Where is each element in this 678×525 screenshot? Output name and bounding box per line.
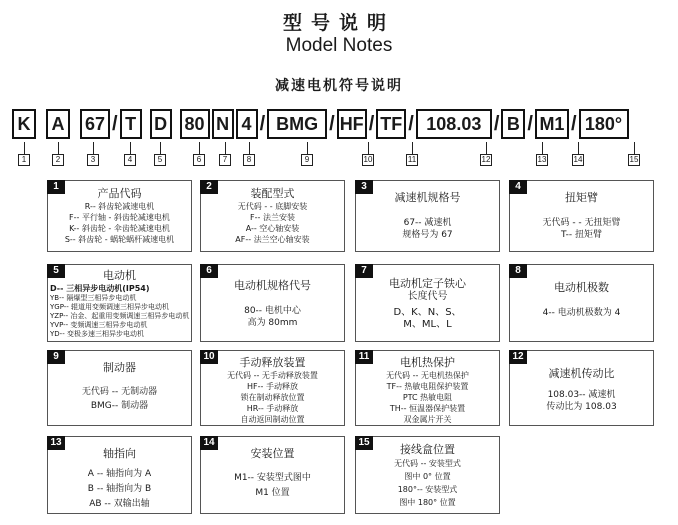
code-separator: / [493, 112, 500, 135]
card-title: 装配型式 [250, 187, 295, 200]
card-line: R-- 斜齿轮减速电机 [84, 202, 155, 211]
card-line: YZP-- 冶金、起重用变频调速三相异步电动机 [50, 312, 190, 320]
card-title: 电动机 [103, 269, 136, 282]
card-title: 安装位置 [250, 447, 295, 460]
note-card-5 [47, 264, 192, 342]
code-part-13: B [501, 109, 525, 139]
code-part-5: D [150, 109, 172, 139]
index-label-3: 3 [87, 154, 99, 166]
card-line: HF-- 手动释放 [247, 382, 298, 391]
note-card-14 [200, 436, 345, 514]
card-line: AB -- 双输出轴 [89, 499, 150, 509]
code-separator: / [259, 112, 266, 135]
code-part-12: 108.03 [416, 109, 492, 139]
index-label-12: 12 [481, 155, 491, 164]
code-part-8: 4 [236, 109, 258, 139]
index-label-7: 7 [219, 154, 231, 166]
card-line: BMG-- 制动器 [90, 401, 149, 411]
card-line: 无代码 - - 底脚安装 [237, 202, 308, 211]
card-number: 13 [47, 436, 65, 450]
code-separator: / [527, 112, 533, 135]
card-line: 4-- 电动机极数为 4 [542, 308, 621, 318]
card-number: 11 [355, 350, 373, 364]
card-title: 电动机定子铁心 [389, 277, 466, 290]
note-card-3 [355, 180, 500, 252]
card-line: YB-- 隔爆型三相异步电动机 [50, 294, 137, 302]
card-line: M1 位置 [255, 488, 290, 498]
index-tick [130, 142, 131, 154]
index-label-5: 5 [154, 154, 166, 166]
index-label-9: 9 [301, 154, 313, 166]
card-title: 电动机规格代号 [234, 279, 311, 292]
card-number: 9 [47, 350, 65, 364]
index-tick [578, 142, 579, 154]
card-line: D-- 三相异步电动机(IP54) [50, 284, 150, 293]
index-tick [634, 142, 635, 154]
card-title: 接线盒位置 [400, 443, 455, 456]
index-tick [225, 142, 226, 154]
card-line: 无代码 -- 安装型式 [394, 459, 461, 468]
card-number: 5 [47, 264, 65, 278]
card-number: 10 [200, 350, 218, 364]
card-number: 7 [355, 264, 373, 278]
note-card-12 [509, 350, 654, 426]
index-tick [368, 142, 369, 154]
card-line: T-- 扭矩臂 [560, 230, 603, 240]
card-line: 图中 180° 位置 [399, 498, 456, 507]
card-line: F-- 平行轴 - 斜齿轮减速电机 [69, 213, 170, 222]
card-title: 手动释放装置 [239, 356, 306, 369]
card-line: K-- 斜齿轮 - 伞齿轮减速电机 [69, 224, 170, 233]
index-tick [249, 142, 250, 154]
note-card-1 [47, 180, 192, 252]
card-line: 无代码 -- 无手动释放装置 [227, 371, 318, 380]
card-number: 1 [47, 180, 65, 194]
note-card-15 [355, 436, 500, 514]
code-part-3: 67 [80, 109, 110, 139]
index-tick [24, 142, 25, 154]
card-line: B -- 轴指向为 B [87, 484, 152, 494]
note-card-9 [47, 350, 192, 426]
card-line: 长度代号 [407, 291, 448, 302]
card-line: TH-- 恒温器保护装置 [389, 404, 466, 413]
note-card-6 [200, 264, 345, 342]
card-title: 制动器 [103, 361, 136, 374]
card-number: 6 [200, 264, 218, 278]
card-line: 图中 0° 位置 [404, 472, 451, 481]
code-part-4: T [120, 109, 142, 139]
card-title: 电机热保护 [400, 356, 455, 369]
card-line: 80-- 电机中心 [244, 306, 301, 316]
card-number: 12 [509, 350, 527, 364]
code-part-6: 80 [180, 109, 210, 139]
card-title: 轴指向 [103, 447, 136, 460]
index-tick [486, 142, 487, 154]
card-number: 15 [355, 436, 373, 450]
index-tick [307, 142, 308, 154]
code-part-2: A [46, 109, 70, 139]
code-part-1: K [12, 109, 36, 139]
index-label-10: 10 [363, 155, 373, 164]
card-line: YVP-- 变频调速三相异步电动机 [50, 321, 148, 329]
note-card-8 [509, 264, 654, 342]
card-line: PTC 热敏电阻 [402, 393, 453, 402]
index-tick [199, 142, 200, 154]
note-card-7 [355, 264, 500, 342]
index-tick [58, 142, 59, 154]
card-line: 67-- 减速机 [403, 218, 452, 228]
index-label-8: 8 [243, 154, 255, 166]
code-part-9: BMG [267, 109, 327, 139]
card-line: 无代码 -- 无制动器 [81, 387, 158, 397]
note-card-4 [509, 180, 654, 252]
card-number: 4 [509, 180, 527, 194]
code-separator: / [112, 112, 118, 135]
card-line: TF-- 热敏电阻保护装置 [386, 382, 469, 391]
card-line: F-- 法兰安装 [250, 213, 295, 222]
card-line: M、ML、L [403, 319, 452, 330]
card-line: 180°-- 安装型式 [397, 485, 458, 494]
code-part-11: TF [376, 109, 406, 139]
code-separator: / [408, 112, 414, 135]
page-title-en: Model Notes [285, 35, 393, 56]
card-line: AF-- 法兰空心轴安装 [235, 235, 310, 244]
index-label-13: 13 [537, 155, 547, 164]
page-title-cn: 型号说明 [282, 12, 395, 34]
card-line: YGP-- 辊道用变频调速三相异步电动机 [50, 303, 170, 311]
index-label-14: 14 [573, 155, 583, 164]
index-label-2: 2 [52, 154, 64, 166]
note-card-11 [355, 350, 500, 426]
code-separator: / [570, 112, 577, 135]
card-title: 减速机规格号 [394, 191, 461, 204]
card-line: 无代码 -- 无电机热保护 [386, 371, 469, 380]
index-label-15: 15 [629, 155, 639, 164]
code-part-15: 180° [579, 109, 629, 139]
card-number: 8 [509, 264, 527, 278]
index-label-1: 1 [18, 154, 30, 166]
code-part-7: N [212, 109, 234, 139]
code-separator: / [329, 112, 335, 135]
card-line: YD-- 变极多速三相异步电动机 [50, 330, 144, 338]
note-card-10 [200, 350, 345, 426]
code-part-10: HF [337, 109, 367, 139]
index-label-11: 11 [407, 155, 417, 164]
card-line: A -- 轴指向为 A [87, 469, 152, 479]
card-line: 规格号为 67 [402, 230, 453, 240]
note-card-13 [47, 436, 192, 514]
card-line: D、K、N、S、 [393, 307, 462, 318]
card-line: HR-- 手动释放 [246, 404, 299, 413]
card-line: 高为 80mm [247, 318, 298, 328]
card-line: 无代码 - - 无扭矩臂 [542, 218, 621, 228]
card-line: 自动返回制动位置 [240, 415, 305, 424]
index-tick [160, 142, 161, 154]
index-tick [542, 142, 543, 154]
card-title: 产品代码 [97, 187, 142, 200]
card-line: M1-- 安装型式图中 [234, 473, 311, 483]
card-title: 减速机传动比 [548, 367, 615, 380]
note-card-2 [200, 180, 345, 252]
model-code-row [12, 108, 629, 140]
index-tick [93, 142, 94, 154]
card-number: 14 [200, 436, 218, 450]
code-separator: / [368, 112, 375, 135]
card-title: 电动机极数 [554, 281, 609, 294]
code-part-14: M1 [535, 109, 569, 139]
index-tick [412, 142, 413, 154]
card-number: 2 [200, 180, 218, 194]
index-label-4: 4 [124, 154, 136, 166]
index-label-6: 6 [193, 154, 205, 166]
card-line: 108.03-- 减速机 [547, 390, 616, 400]
card-number: 3 [355, 180, 373, 194]
card-line: 传动比为 108.03 [546, 402, 617, 412]
card-line: A-- 空心轴安装 [245, 224, 300, 233]
card-line: 双金属片开关 [403, 415, 452, 424]
section-subtitle: 减速电机符号说明 [275, 78, 403, 94]
card-line: 锁在制动释放位置 [240, 393, 305, 402]
card-line: S-- 斜齿轮 - 蜗轮蜗杆减速电机 [64, 235, 175, 244]
card-title: 扭矩臂 [565, 191, 598, 204]
